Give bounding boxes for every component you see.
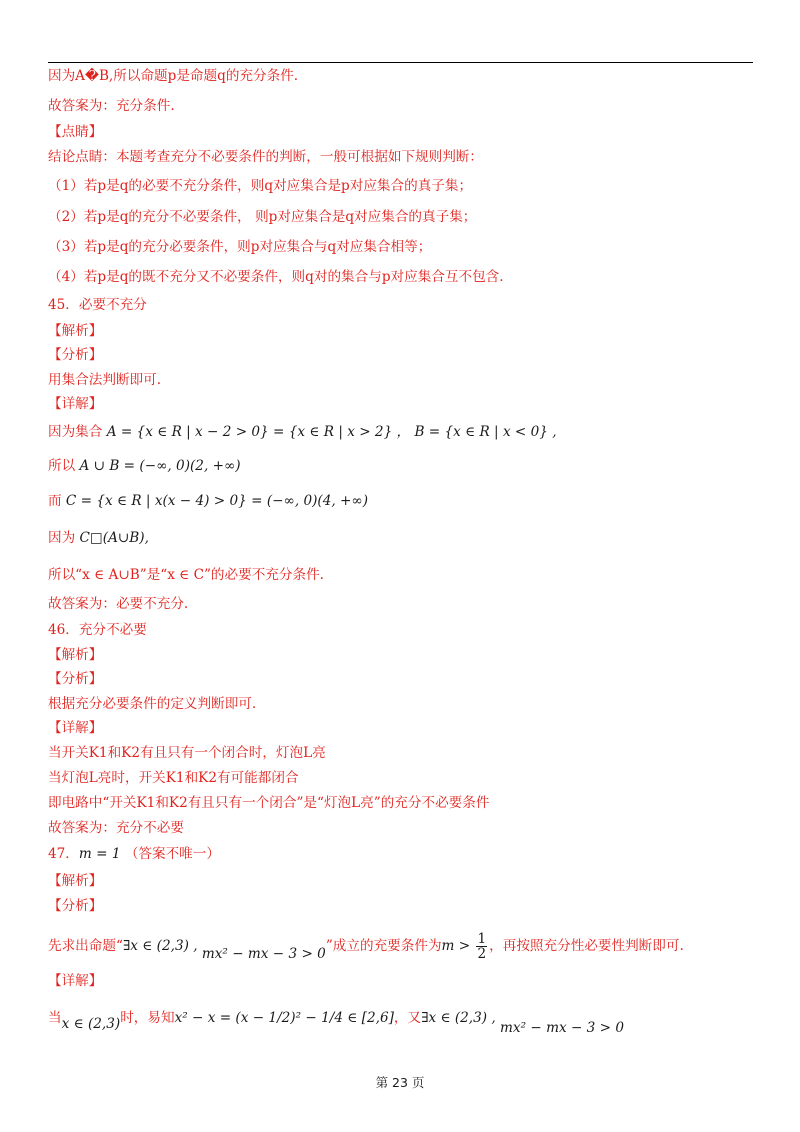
math-line xyxy=(48,457,241,475)
text-line: （4）若p是q的既不充分又不必要条件，则q对的集合与p对应集合互不包含. xyxy=(48,269,504,285)
formula: m = 1 xyxy=(78,846,121,862)
text-fragment: ，又 xyxy=(393,1010,422,1026)
answer-heading: 45．必要不充分 xyxy=(48,297,147,313)
text-line: 因为A�B,所以命题p是命题q的充分条件. xyxy=(48,68,299,84)
text-fragment: 而 xyxy=(48,493,62,509)
section-heading: 【详解】 xyxy=(48,396,103,412)
text-fragment: ”成立的充要条件为 xyxy=(325,938,442,954)
section-heading: 【详解】 xyxy=(48,720,103,736)
math-line xyxy=(48,1009,625,1036)
text-line: 结论点睛：本题考查充分不必要条件的判断，一般可根据如下规则判断： xyxy=(48,149,483,165)
text-fragment: 因为集合 xyxy=(48,424,103,440)
fraction: $\frac{1}{2}$ xyxy=(477,931,487,962)
section-heading: 【解析】 xyxy=(48,873,103,889)
text-fragment: 当 xyxy=(48,1010,62,1026)
text-line: 用集合法判断即可. xyxy=(48,372,162,388)
formula: mx² − mx − 3 > 0 xyxy=(500,1020,625,1036)
math-line xyxy=(48,423,557,441)
formula: m > xyxy=(441,938,471,954)
header-rule xyxy=(48,62,753,63)
text-line: 即电路中“开关K1和K2有且只有一个闭合”是“灯泡L亮”的充分不必要条件 xyxy=(48,795,490,811)
text-fragment: 所以 xyxy=(48,458,76,474)
text-line: 当开关K1和K2有且只有一个闭合时，灯泡L亮 xyxy=(48,745,326,761)
text-line: （3）若p是q的充分必要条件，则p对应集合与q对应集合相等； xyxy=(48,239,432,255)
section-heading: 【解析】 xyxy=(48,323,103,339)
formula: x² − x = (x − 1/2)² − 1/4 ∈ [2,6] xyxy=(174,1010,394,1026)
formula: ∃x ∈ (2,3) , xyxy=(421,1010,496,1026)
text-line: 根据充分必要条件的定义判断即可. xyxy=(48,696,257,712)
formula: ∃x ∈ (2,3) , xyxy=(122,938,198,954)
formula: A ∪ B = (−∞, 0)(2, +∞) xyxy=(79,458,241,474)
section-heading: 【点睛】 xyxy=(48,124,103,140)
math-line xyxy=(48,932,684,961)
formula: x ∈ (2,3) xyxy=(61,1016,121,1032)
text-line: （1）若p是q的必要不充分条件，则q对应集合是p对应集合的真子集； xyxy=(48,178,473,194)
section-heading: 【分析】 xyxy=(48,898,103,914)
text-line: 故答案为：充分条件. xyxy=(48,98,175,114)
formula: A = {x ∈ R | x − 2 > 0} = {x ∈ R | x > 2} ， B = {x ∈ R | x < 0} , xyxy=(106,424,557,440)
page-number: 第 23 页 xyxy=(375,1075,425,1090)
formula: mx² − mx − 3 > 0 xyxy=(201,946,326,962)
formula: C□(A∪B), xyxy=(79,530,149,546)
text-line: 当灯泡L亮时，开关K1和K2有可能都闭合 xyxy=(48,770,299,786)
text-line: 故答案为：必要不充分. xyxy=(48,596,189,612)
math-line xyxy=(48,529,149,547)
answer-heading: 46．充分不必要 xyxy=(48,622,147,638)
section-heading: 【详解】 xyxy=(48,973,103,989)
section-heading: 【分析】 xyxy=(48,671,103,687)
section-heading: 【分析】 xyxy=(48,347,103,363)
text-line: 故答案为：充分不必要 xyxy=(48,820,184,836)
formula: C = {x ∈ R | x(x − 4) > 0} = (−∞, 0)(4, +∞) xyxy=(65,493,369,509)
text-line: （2）若p是q的充分不必要条件， 则p对应集合是q对应集合的真子集； xyxy=(48,209,477,225)
section-heading: 【解析】 xyxy=(48,647,103,663)
text-fragment: 因为 xyxy=(48,530,76,546)
text-fragment: ，再按照充分性必要性判断即可. xyxy=(489,938,684,954)
text-line: 所以“x ∈ A∪B”是“x ∈ C”的必要不充分条件. xyxy=(48,567,324,583)
math-line xyxy=(48,492,368,510)
math-line: 47．m = 1 （答案不唯一） xyxy=(48,846,220,862)
text-fragment: 时，易知 xyxy=(120,1010,175,1026)
text-fragment: 先求出命题“ xyxy=(48,938,123,954)
text-fragment: （答案不唯一） xyxy=(124,846,220,862)
